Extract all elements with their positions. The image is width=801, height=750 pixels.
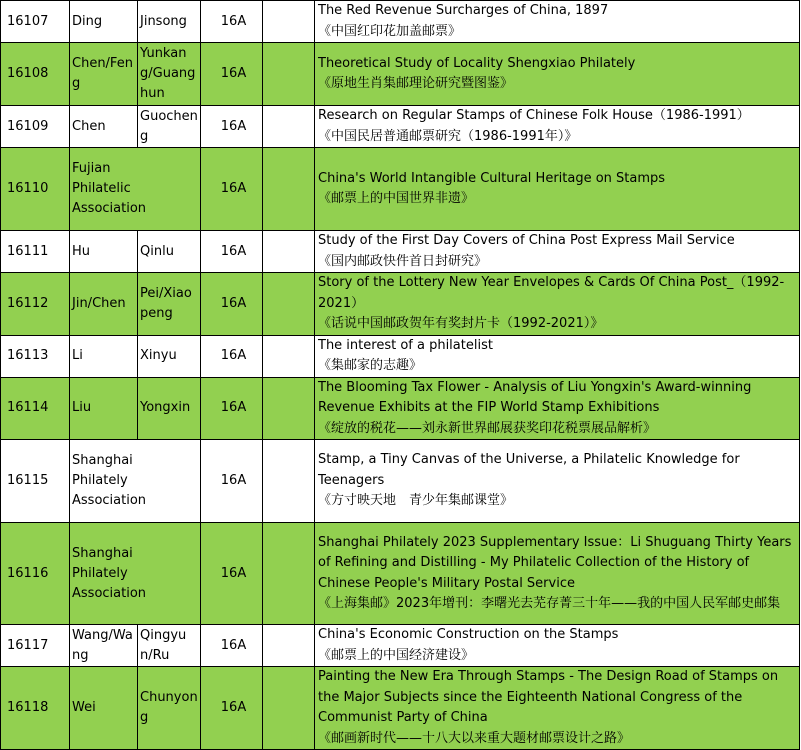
exhibit-number: 16111 <box>1 231 70 273</box>
exhibit-title <box>315 148 800 231</box>
exhibitor-given-name: Yongxin <box>138 377 201 440</box>
exhibit-number: 16110 <box>1 148 70 231</box>
exhibit-number: 16109 <box>1 106 70 148</box>
exhibitor-given-name: Xinyu <box>138 335 201 377</box>
empty-cell <box>263 43 315 106</box>
exhibitor-surname: Jin/Chen <box>70 273 138 336</box>
exhibit-title <box>315 43 800 106</box>
table-row <box>1 106 800 148</box>
table-row <box>1 148 800 231</box>
exhibit-title <box>315 273 800 336</box>
exhibitor-surname: Liu <box>70 377 138 440</box>
exhibitor-surname: Ding <box>70 1 138 43</box>
exhibitor-surname: Li <box>70 335 138 377</box>
table-row <box>1 667 800 750</box>
exhibit-class: 16A <box>201 231 263 273</box>
exhibit-class: 16A <box>201 106 263 148</box>
title-english: The Red Revenue Surcharges of China, 1897 <box>318 3 609 18</box>
exhibit-title <box>315 377 800 440</box>
empty-cell <box>263 625 315 667</box>
title-chinese: 《中国民居普通邮票研究（1986-1991年）》 <box>318 128 578 144</box>
title-chinese: 《中国红印花加盖邮票》 <box>318 23 462 39</box>
exhibit-number: 16108 <box>1 43 70 106</box>
title-english: Painting the New Era Through Stamps - The Design Road of Stamps on the Major Subjects since the Eighteenth National Congress of the Communist Party of China <box>318 669 779 725</box>
exhibit-number: 16114 <box>1 377 70 440</box>
title-english: Study of the First Day Covers of China Post Express Mail Service <box>318 233 735 248</box>
exhibitor-given-name: Pei/Xiaopeng <box>138 273 201 336</box>
empty-cell <box>263 335 315 377</box>
exhibit-class: 16A <box>201 667 263 750</box>
exhibitor-given-name: Qinlu <box>138 231 201 273</box>
exhibitor-organization: Shanghai Philately Association <box>70 523 201 625</box>
exhibitor-given-name: Qingyun/Ru <box>138 625 201 667</box>
empty-cell <box>263 440 315 523</box>
exhibit-title <box>315 440 800 523</box>
title-english: The Blooming Tax Flower - Analysis of Liu Yongxin's Award-winning Revenue Exhibits at the FIP World Stamp Exhibitions <box>318 379 752 415</box>
title-english: The interest of a philatelist <box>318 337 493 353</box>
table-row <box>1 440 800 523</box>
title-english: Shanghai Philately 2023 Supplementary Issue：Li Shuguang Thirty Years of Refining and Distilling - My Philatelic Collection of the History of Chinese People's Military Postal Service <box>318 534 792 591</box>
exhibitor-surname: Chen <box>70 106 138 148</box>
table-row <box>1 43 800 106</box>
exhibit-title <box>315 231 800 273</box>
title-chinese: 《邮画新时代——十八大以来重大题材邮票设计之路》 <box>318 730 631 746</box>
title-chinese: 《国内邮政快件首日封研究》 <box>318 253 488 269</box>
table-row <box>1 523 800 625</box>
table-row <box>1 625 800 667</box>
title-chinese: 《原地生肖集邮理论研究暨图鉴》 <box>318 76 514 91</box>
exhibit-title <box>315 335 800 377</box>
exhibit-class: 16A <box>201 273 263 336</box>
title-english: Theoretical Study of Locality Shengxiao Philately <box>318 55 636 71</box>
exhibit-title <box>315 625 800 667</box>
exhibit-class: 16A <box>201 1 263 43</box>
title-chinese: 《方寸映天地 青少年集邮课堂》 <box>318 493 514 509</box>
table-row <box>1 231 800 273</box>
exhibitor-given-name: Jinsong <box>138 1 201 43</box>
exhibitor-given-name: Chunyong <box>138 667 201 750</box>
empty-cell <box>263 231 315 273</box>
exhibit-class: 16A <box>201 335 263 377</box>
title-english: Story of the Lottery New Year Envelopes & Cards Of China Post_（1992-2021） <box>318 275 785 311</box>
exhibitor-surname: Wei <box>70 667 138 750</box>
table-row <box>1 1 800 43</box>
exhibit-title <box>315 523 800 625</box>
exhibitor-surname: Hu <box>70 231 138 273</box>
exhibit-class: 16A <box>201 440 263 523</box>
title-chinese: 《邮票上的中国经济建设》 <box>318 647 475 663</box>
exhibit-class: 16A <box>201 523 263 625</box>
title-chinese: 《绽放的税花——刘永新世界邮展获奖印花税票展品解析》 <box>318 420 657 436</box>
table-row <box>1 273 800 336</box>
exhibit-class: 16A <box>201 43 263 106</box>
exhibit-title <box>315 667 800 750</box>
title-english: Research on Regular Stamps of Chinese Folk House（1986-1991） <box>318 108 750 123</box>
exhibitor-organization: Shanghai Philately Association <box>70 440 201 523</box>
exhibit-class: 16A <box>201 377 263 440</box>
title-english: Stamp, a Tiny Canvas of the Universe, a Philatelic Knowledge for Teenagers <box>318 452 740 488</box>
exhibitor-given-name: Yunkang/Guanghun <box>138 43 201 106</box>
table-row <box>1 377 800 440</box>
empty-cell <box>263 377 315 440</box>
exhibit-number: 16112 <box>1 273 70 336</box>
empty-cell <box>263 106 315 148</box>
exhibit-number: 16117 <box>1 625 70 667</box>
exhibitor-given-name: Guocheng <box>138 106 201 148</box>
title-chinese: 《集邮家的志趣》 <box>318 358 423 373</box>
empty-cell <box>263 148 315 231</box>
exhibitor-surname: Wang/Wang <box>70 625 138 667</box>
empty-cell <box>263 523 315 625</box>
empty-cell <box>263 667 315 750</box>
exhibit-number: 16113 <box>1 335 70 377</box>
title-english: China's World Intangible Cultural Heritage on Stamps <box>318 170 666 186</box>
exhibit-number: 16118 <box>1 667 70 750</box>
title-chinese: 《邮票上的中国世界非遗》 <box>318 191 475 206</box>
table-row <box>1 335 800 377</box>
exhibit-number: 16107 <box>1 1 70 43</box>
exhibit-class: 16A <box>201 625 263 667</box>
exhibitor-organization: Fujian Philatelic Association <box>70 148 201 231</box>
empty-cell <box>263 1 315 43</box>
title-english: China's Economic Construction on the Stamps <box>318 627 619 642</box>
empty-cell <box>263 273 315 336</box>
exhibit-title <box>315 106 800 148</box>
exhibit-title <box>315 1 800 43</box>
title-chinese: 《话说中国邮政贺年有奖封片卡（1992-2021）》 <box>318 316 604 331</box>
exhibit-number: 16116 <box>1 523 70 625</box>
exhibit-class: 16A <box>201 148 263 231</box>
exhibitor-surname: Chen/Feng <box>70 43 138 106</box>
title-chinese: 《上海集邮》2023年增刊：李曙光去芜存菁三十年——我的中国人民军邮史邮集 <box>318 596 781 611</box>
exhibit-number: 16115 <box>1 440 70 523</box>
